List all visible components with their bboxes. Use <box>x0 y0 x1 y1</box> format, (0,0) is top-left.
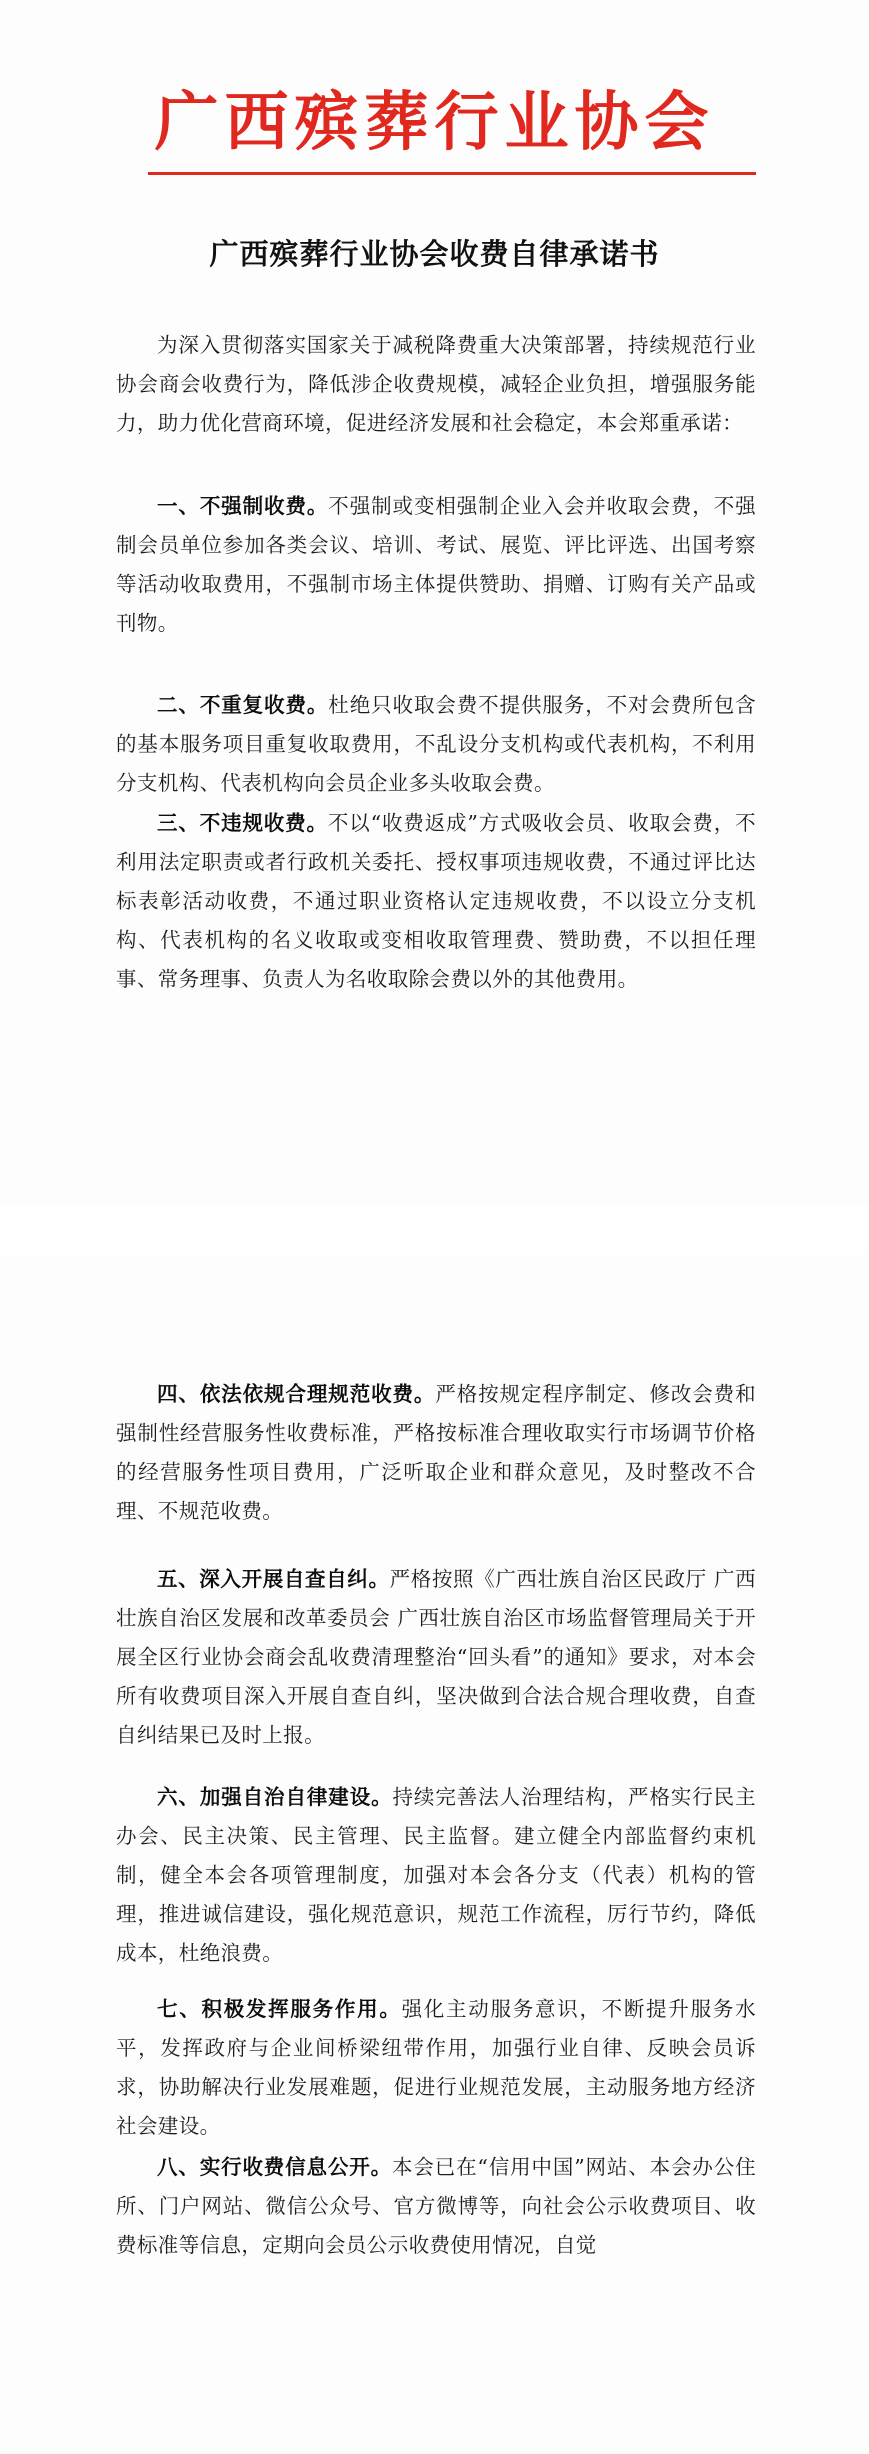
item-heading: 三、不违规收费。 <box>157 811 328 835</box>
item-paragraph <box>116 686 756 803</box>
item-paragraph <box>116 1560 756 1755</box>
item-text: 本会已在“信用中国”网站、本会办公住所、门户网站、微信公众号、官方微博等，向社会公示收费项目、收费标准等信息，定期向会员公示收费使用情况，自觉 <box>116 2155 756 2257</box>
item-heading: 六、加强自治自律建设。 <box>157 1785 393 1809</box>
item-text: 不强制或变相强制企业入会并收取会费，不强制会员单位参加各类会议、培训、考试、展览、评比评选、出国考察等活动收取费用，不强制市场主体提供赞助、捐赠、订购有关产品或刊物。 <box>116 494 757 635</box>
item-paragraph <box>116 487 756 643</box>
letterhead-rule <box>148 172 756 175</box>
item-paragraph <box>116 1375 756 1531</box>
item-text: 严格按照《广西壮族自治区民政厅 广西壮族自治区发展和改革委员会 广西壮族自治区市场监督管理局关于开展全区行业协会商会乱收费清理整治“回头看”的通知》要求，对本会所有收费项目深入开展自查自纠，坚决做到合法合规合理收费，自查自纠结果已及时上报。 <box>116 1567 756 1747</box>
item-paragraph <box>116 804 756 999</box>
document-title: 广西殡葬行业协会收费自律承诺书 <box>209 237 660 271</box>
item-text: 强化主动服务意识，不断提升服务水平，发挥政府与企业间桥梁纽带作用，加强行业自律、反映会员诉求，协助解决行业发展难题，促进行业规范发展，主动服务地方经济社会建设。 <box>116 1997 756 2138</box>
item-heading: 八、实行收费信息公开。 <box>157 2155 392 2179</box>
item-heading: 二、不重复收费。 <box>157 693 329 717</box>
item-paragraph <box>116 1778 756 1973</box>
letterhead-title: 广西殡葬行业协会 <box>154 85 715 160</box>
item-paragraph <box>116 2148 756 2265</box>
item-paragraph <box>116 1990 756 2146</box>
page-break <box>0 1205 869 1255</box>
item-text: 持续完善法人治理结构，严格实行民主办会、民主决策、民主管理、民主监督。建立健全内部监督约束机制，健全本会各项管理制度，加强对本会各分支（代表）机构的管理，推进诚信建设，强化规范意识，规范工作流程，厉行节约，降低成本，杜绝浪费。 <box>116 1785 756 1965</box>
item-heading: 一、不强制收费。 <box>157 494 329 518</box>
item-text: 严格按规定程序制定、修改会费和强制性经营服务性收费标准，严格按标准合理收取实行市场调节价格的经营服务性项目费用，广泛听取企业和群众意见，及时整改不合理、不规范收费。 <box>116 1382 756 1523</box>
item-text: 不以“收费返成”方式吸收会员、收取会费，不利用法定职责或者行政机关委托、授权事项违规收费，不通过评比达标表彰活动收费，不通过职业资格认定违规收费，不以设立分支机构、代表机构的名义收取或变相收取管理费、赞助费，不以担任理事、常务理事、负责人为名收取除会费以外的其他费用。 <box>116 811 757 991</box>
item-heading: 四、依法依规合理规范收费。 <box>157 1382 436 1406</box>
item-text: 杜绝只收取会费不提供服务，不对会费所包含的基本服务项目重复收取费用，不乱设分支机构或代表机构，不利用分支机构、代表机构向会员企业多头收取会费。 <box>116 693 757 795</box>
item-heading: 七、积极发挥服务作用。 <box>157 1997 402 2021</box>
item-heading: 五、深入开展自查自纠。 <box>157 1567 390 1591</box>
intro-paragraph: 为深入贯彻落实国家关于减税降费重大决策部署，持续规范行业协会商会收费行为，降低涉企收费规模，减轻企业负担，增强服务能力，助力优化营商环境，促进经济发展和社会稳定，本会郑重承诺： <box>116 333 756 435</box>
